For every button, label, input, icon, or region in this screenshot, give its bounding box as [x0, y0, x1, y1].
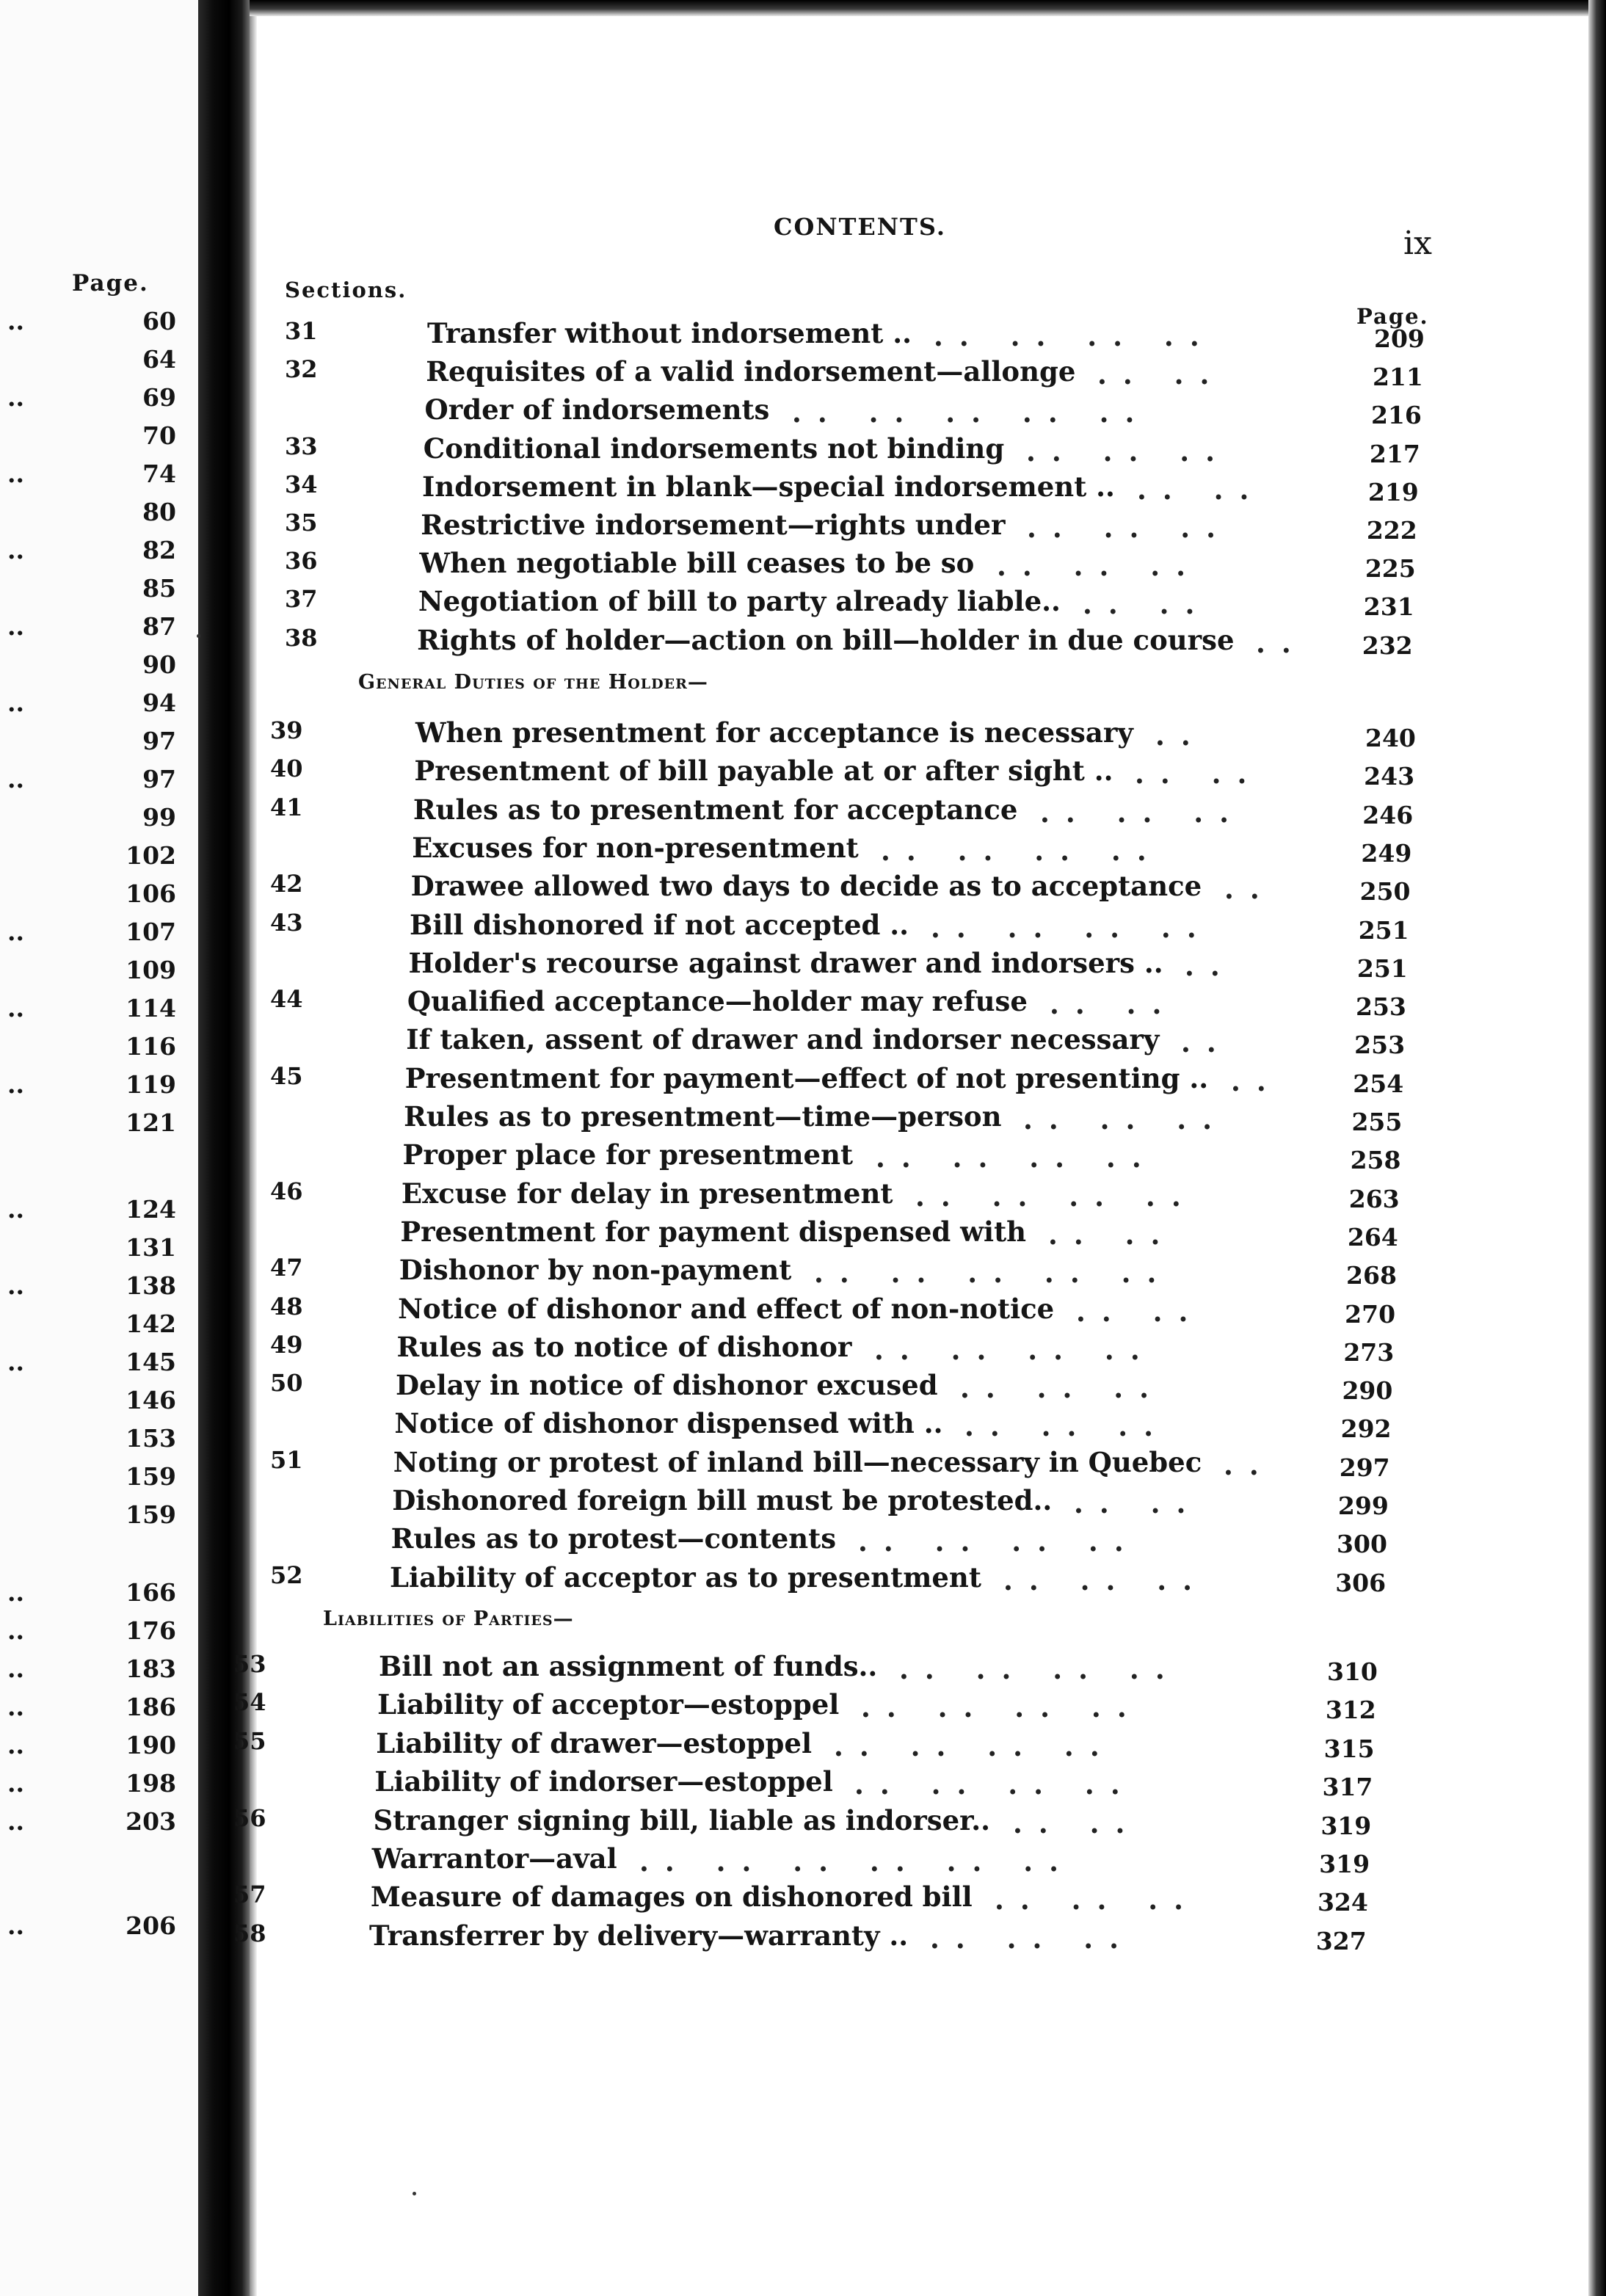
- page-number-cell: 183: [126, 1654, 176, 1683]
- dot-leader: .. ..: [1137, 473, 1265, 506]
- entry-title: Liability of indorser—estoppel: [374, 1765, 833, 1798]
- entry-page-number: 273: [1343, 1337, 1395, 1367]
- toc-entry: [0, 947, 1468, 984]
- entry-title: Indorsement in blank—special indorsement ..: [422, 470, 1115, 503]
- section-number: 56: [233, 1803, 266, 1832]
- page-number-cell: 186: [126, 1693, 176, 1721]
- entry-title: Restrictive indorsement—rights under: [421, 509, 1006, 541]
- dot-leader: .. .. .. .. ..: [814, 1257, 1173, 1290]
- dot-leader: .. .. .. ..: [861, 1691, 1143, 1724]
- entry-page-number: 319: [1320, 1811, 1372, 1840]
- dot-leader: ..: [7, 1070, 24, 1099]
- page-number-cell: 206: [126, 1911, 176, 1940]
- page-number-cell: 119: [126, 1070, 176, 1099]
- dot-leader: ..: [1224, 1448, 1275, 1481]
- page-number-cell: 159: [126, 1500, 176, 1529]
- entry-page-number: 219: [1367, 477, 1419, 506]
- page-number-cell: 145: [126, 1348, 176, 1376]
- toc-entry: [0, 1522, 1468, 1559]
- page-number-cell: 109: [126, 956, 176, 984]
- section-number: 46: [270, 1177, 303, 1205]
- toc-entry: [0, 985, 1468, 1022]
- entry-page-number: 232: [1362, 631, 1413, 660]
- dot-leader: .. .. ..: [997, 550, 1202, 583]
- dot-leader: .. .. .. ..: [899, 1653, 1181, 1685]
- dot-leader: ..: [7, 1195, 24, 1224]
- dot-leader: ..: [1224, 873, 1276, 906]
- page-number-cell: 97: [142, 765, 176, 793]
- entry-page-number: 243: [1364, 762, 1415, 791]
- dot-leader: ..: [1185, 949, 1236, 982]
- entry-title: Liability of acceptor as to presentment: [390, 1561, 981, 1594]
- section-number: 57: [233, 1881, 266, 1909]
- entry-title: When presentment for acceptance is necessary: [415, 716, 1133, 749]
- dot-leader: .. .. .. ..: [931, 911, 1213, 944]
- entry-page-number: 299: [1337, 1492, 1389, 1520]
- page-top-edge: [250, 0, 1606, 16]
- page-number-cell: 121: [126, 1108, 176, 1137]
- dot-leader: .. .. .. .. .. ..: [639, 1845, 1075, 1878]
- entry-title: Holder's recourse against drawer and indorsers ..: [408, 946, 1163, 979]
- entry-title: Order of indorsements: [424, 393, 770, 426]
- page-number-cell: 153: [126, 1424, 176, 1453]
- dot-leader: ..: [7, 1271, 24, 1300]
- entry-title: Dishonor by non-payment: [399, 1254, 792, 1287]
- page-number-cell: 190: [126, 1731, 176, 1759]
- entry-page-number: 209: [1374, 324, 1425, 353]
- page-number-cell: 85: [142, 574, 176, 603]
- scan-speck: [413, 2192, 416, 2195]
- toc-entry: [0, 755, 1468, 791]
- page-number-cell: 138: [126, 1271, 176, 1300]
- dot-leader: .. .. .. ..: [858, 1525, 1140, 1558]
- page-number-cell: 106: [126, 879, 176, 908]
- dot-leader: .. ..: [1050, 988, 1178, 1021]
- page-number-cell: 60: [142, 307, 176, 335]
- dot-leader: ..: [1256, 626, 1307, 659]
- dot-leader: .. ..: [1097, 358, 1226, 391]
- section-number: 44: [270, 985, 303, 1014]
- entry-title: Notice of dishonor dispensed with ..: [394, 1407, 943, 1440]
- section-number: 45: [270, 1061, 303, 1090]
- toc-entry: [0, 793, 1468, 830]
- entry-page-number: 217: [1369, 439, 1420, 468]
- entry-page-number: 317: [1322, 1773, 1373, 1802]
- section-number: 32: [285, 355, 318, 384]
- toc-entry: [0, 1919, 1468, 1956]
- page-title: CONTENTS.: [774, 213, 946, 241]
- toc-entry: [0, 393, 1468, 430]
- dot-leader: .. .. .. ..: [874, 1333, 1156, 1366]
- entry-page-number: 222: [1366, 516, 1417, 545]
- page-number-cell: 107: [126, 918, 176, 946]
- section-group-heading: [358, 671, 708, 694]
- page-number-cell: 159: [126, 1462, 176, 1491]
- section-number: 51: [270, 1445, 303, 1474]
- toc-entry: [0, 870, 1468, 907]
- entry-title: If taken, assent of drawer and indorser necessary: [406, 1023, 1160, 1056]
- page-column-header: Page.: [1356, 304, 1429, 329]
- entry-page-number: 250: [1359, 877, 1411, 907]
- entry-page-number: 249: [1361, 838, 1412, 868]
- entry-page-number: 327: [1315, 1926, 1367, 1955]
- dot-leader: .. ..: [1135, 758, 1263, 791]
- dot-leader: ..: [7, 1807, 24, 1836]
- entry-title: Presentment for payment dispensed with: [400, 1215, 1027, 1248]
- entry-title: Requisites of a valid indorsement—allonge: [426, 355, 1076, 388]
- toc-entry: [0, 1100, 1468, 1137]
- toc-entry: [0, 1369, 1468, 1406]
- dot-leader: .. ..: [1074, 1487, 1202, 1519]
- section-number: 42: [270, 870, 303, 898]
- toc-entry: [0, 471, 1468, 507]
- entry-title: Delay in notice of dishonor excused: [395, 1369, 938, 1402]
- entry-page-number: 246: [1362, 800, 1414, 829]
- toc-entry: [0, 1446, 1468, 1483]
- entry-page-number: 297: [1339, 1453, 1390, 1482]
- toc-entry: [0, 832, 1468, 868]
- page-number-cell: 114: [126, 994, 176, 1022]
- section-number: 31: [285, 317, 318, 345]
- dot-leader: ..: [7, 383, 24, 412]
- entry-page-number: 254: [1353, 1069, 1404, 1098]
- page-number-cell: 97: [142, 727, 176, 755]
- section-group-heading: [323, 1607, 574, 1630]
- section-number: 55: [233, 1726, 266, 1755]
- group-heading-text: Liabilities of Parties—: [323, 1607, 574, 1630]
- toc-entry: [0, 317, 1468, 354]
- entry-page-number: 312: [1325, 1696, 1376, 1725]
- section-number: 43: [270, 908, 303, 937]
- section-number: 38: [285, 623, 318, 652]
- entry-page-number: 225: [1365, 554, 1416, 584]
- dot-leader: ..: [7, 765, 24, 793]
- page-number-cell: 69: [142, 383, 176, 412]
- entry-title: Noting or protest of inland bill—necessary in Quebec: [393, 1445, 1202, 1478]
- entry-title: Warrantor—aval: [371, 1842, 617, 1875]
- entry-title: When negotiable bill ceases to be so: [419, 547, 975, 580]
- entry-title: Qualified acceptance—holder may refuse: [407, 985, 1028, 1018]
- dot-leader: .. .. ..: [1027, 512, 1232, 544]
- scan-speck: [197, 634, 200, 638]
- entry-page-number: 268: [1346, 1261, 1397, 1290]
- page-number-cell: 94: [142, 689, 176, 717]
- entry-title: Bill dishonored if not accepted ..: [410, 908, 909, 941]
- toc-entry: [0, 1765, 1468, 1802]
- entry-title: Transferrer by delivery—warranty ..: [368, 1919, 909, 1952]
- dot-leader: .. .. .. ..: [834, 1729, 1116, 1762]
- dot-leader: .. .. ..: [930, 1922, 1136, 1955]
- dot-leader: ..: [7, 689, 24, 717]
- entry-page-number: 231: [1363, 592, 1414, 622]
- dot-leader: .. .. ..: [1040, 796, 1246, 829]
- page-number-cell: 87: [142, 612, 176, 641]
- dot-leader: .. .. ..: [995, 1883, 1200, 1917]
- dot-leader: .. ..: [1083, 588, 1211, 621]
- section-number: 48: [270, 1292, 303, 1320]
- dot-leader: ..: [7, 1578, 24, 1607]
- dot-leader: .. .. ..: [1023, 1103, 1229, 1136]
- dot-leader: .. ..: [1076, 1295, 1204, 1328]
- group-heading-text: General Duties of the Holder—: [358, 671, 708, 694]
- page-number-cell: 102: [126, 841, 176, 870]
- entry-page-number: 315: [1323, 1734, 1375, 1763]
- section-number: 53: [233, 1650, 266, 1678]
- dot-leader: .. .. .. ..: [881, 834, 1163, 867]
- page-number-cell: 203: [126, 1807, 176, 1836]
- page-number-cell: 70: [142, 421, 176, 450]
- dot-leader: ..: [7, 1616, 24, 1645]
- entry-title: Rules as to presentment for acceptance: [413, 793, 1018, 826]
- entry-page-number: 319: [1319, 1850, 1370, 1878]
- entry-title: Notice of dishonor and effect of non-notice: [398, 1292, 1055, 1325]
- dot-leader: ..: [7, 307, 24, 335]
- dot-leader: ..: [1181, 1026, 1232, 1059]
- entry-title: Measure of damages on dishonored bill: [370, 1881, 973, 1914]
- dot-leader: ..: [7, 1911, 24, 1940]
- page-number-cell: 90: [142, 650, 176, 679]
- toc-entry: [0, 1881, 1468, 1917]
- entry-title: Excuse for delay in presentment: [401, 1177, 893, 1210]
- entry-title: Rules as to presentment—time—person: [404, 1100, 1002, 1133]
- entry-page-number: 300: [1337, 1530, 1387, 1559]
- page-number: ix: [1403, 225, 1432, 262]
- entry-page-number: 292: [1340, 1414, 1392, 1444]
- entry-page-number: 255: [1351, 1108, 1403, 1136]
- toc-entry: [0, 547, 1468, 584]
- toc-entry: [0, 355, 1468, 392]
- entry-title: Rules as to notice of dishonor: [396, 1330, 852, 1363]
- page-number-cell: 146: [126, 1386, 176, 1414]
- page-number-cell: 74: [142, 459, 176, 488]
- page-number-cell: 166: [126, 1578, 176, 1607]
- section-number: 41: [270, 793, 303, 821]
- page-number-cell: 80: [142, 498, 176, 526]
- section-number: 50: [270, 1369, 303, 1398]
- dot-leader: ..: [7, 994, 24, 1022]
- page-number-cell: 99: [142, 803, 176, 832]
- entry-page-number: 270: [1345, 1299, 1396, 1329]
- page-number-cell: 131: [126, 1233, 176, 1262]
- entry-title: Liability of acceptor—estoppel: [377, 1688, 840, 1721]
- dot-leader: .. .. ..: [964, 1410, 1170, 1443]
- toc-entry: [0, 1023, 1468, 1060]
- dot-leader: ..: [7, 1654, 24, 1683]
- dot-leader: .. .. ..: [960, 1372, 1166, 1405]
- section-number: 36: [285, 547, 318, 575]
- toc-entry: [0, 624, 1468, 661]
- section-number: 52: [270, 1561, 303, 1589]
- section-number: 49: [270, 1330, 303, 1359]
- toc-entry: [0, 509, 1468, 545]
- dot-leader: ..: [7, 1693, 24, 1721]
- entry-page-number: 251: [1358, 915, 1409, 945]
- page-number-cell: 124: [126, 1195, 176, 1224]
- toc-entry: [0, 432, 1468, 469]
- toc-entry: [0, 1254, 1468, 1290]
- toc-entry: [0, 1177, 1468, 1214]
- page-number-cell: 198: [126, 1769, 176, 1798]
- section-number: 33: [285, 432, 318, 460]
- entry-page-number: 211: [1372, 363, 1423, 392]
- entry-page-number: 253: [1354, 1031, 1406, 1060]
- sections-column-header: Sections.: [285, 277, 407, 302]
- entry-page-number: 216: [1370, 401, 1422, 430]
- entry-page-number: 263: [1348, 1184, 1400, 1213]
- dot-leader: .. ..: [1013, 1806, 1141, 1839]
- entry-title: Dishonored foreign bill must be protested..: [392, 1484, 1053, 1516]
- entry-page-number: 264: [1347, 1222, 1398, 1251]
- entry-page-number: 290: [1342, 1376, 1393, 1406]
- dot-leader: ..: [7, 1348, 24, 1376]
- entry-page-number: 240: [1365, 724, 1416, 752]
- toc-entry: [0, 1727, 1468, 1764]
- toc-entry: [0, 1062, 1468, 1099]
- page-number-cell: 64: [142, 345, 176, 374]
- entry-title: Stranger signing bill, liable as indorser..: [373, 1803, 991, 1837]
- entry-title: Excuses for non-presentment: [412, 831, 859, 864]
- dot-leader: .. .. .. ..: [915, 1180, 1197, 1213]
- section-number: 34: [285, 470, 318, 498]
- toc-entry: [0, 585, 1468, 622]
- dot-leader: .. .. ..: [1026, 435, 1232, 468]
- toc-entry: [0, 1804, 1468, 1841]
- toc-entry: [0, 1216, 1468, 1252]
- toc-entry: [0, 1561, 1468, 1598]
- toc-entry: [0, 1407, 1468, 1444]
- toc-entry: [0, 1293, 1468, 1329]
- toc-entry: [0, 1138, 1468, 1175]
- dot-leader: ..: [7, 1731, 24, 1759]
- entry-page-number: 251: [1356, 953, 1408, 983]
- entry-page-number: 310: [1327, 1657, 1378, 1686]
- entry-title: Conditional indorsements not binding: [423, 432, 1005, 465]
- section-number: 58: [233, 1919, 266, 1947]
- section-number: 40: [270, 755, 303, 783]
- dot-leader: ..: [1231, 1064, 1282, 1097]
- dot-leader: .. .. .. ..: [854, 1768, 1136, 1801]
- dot-leader: .. .. .. ..: [934, 320, 1216, 352]
- entry-title: Transfer without indorsement ..: [427, 317, 912, 349]
- dot-leader: ..: [1155, 719, 1207, 752]
- entry-title: Drawee allowed two days to decide as to acceptance: [410, 870, 1202, 903]
- left-page-row: [0, 1616, 191, 1653]
- entry-title: Bill not an assignment of funds..: [379, 1650, 878, 1682]
- entry-page-number: 324: [1317, 1888, 1368, 1917]
- page-number-cell: 176: [126, 1616, 176, 1645]
- toc-entry: [0, 716, 1468, 753]
- dot-leader: ..: [7, 918, 24, 946]
- entry-title: Negotiation of bill to party already liable..: [418, 585, 1061, 618]
- section-number: 39: [270, 716, 303, 744]
- dot-leader: .. ..: [1048, 1218, 1177, 1251]
- toc-entry: [0, 909, 1468, 945]
- entry-title: Presentment for payment—effect of not presenting ..: [404, 1061, 1209, 1094]
- section-number: 35: [285, 509, 318, 537]
- entry-title: Rules as to protest—contents: [390, 1522, 837, 1555]
- entry-title: Rights of holder—action on bill—holder in due course: [417, 623, 1235, 656]
- dot-leader: .. .. .. ..: [876, 1141, 1158, 1174]
- toc-entry: [0, 1484, 1468, 1521]
- section-number: 54: [233, 1688, 266, 1717]
- toc-entry: [0, 1331, 1468, 1367]
- dot-leader: .. .. .. .. ..: [792, 396, 1151, 429]
- left-page-column-header: Page.: [72, 270, 149, 297]
- entry-page-number: 258: [1350, 1146, 1401, 1175]
- page-right-edge: [1588, 0, 1606, 2296]
- page-number-cell: 142: [126, 1309, 176, 1338]
- section-number: 47: [270, 1254, 303, 1282]
- entry-page-number: 306: [1335, 1568, 1387, 1597]
- page-number-cell: 82: [142, 536, 176, 564]
- entry-page-number: 253: [1356, 992, 1406, 1022]
- entry-title: Proper place for presentment: [402, 1138, 854, 1171]
- dot-leader: ..: [7, 459, 24, 488]
- toc-entry: [0, 1650, 1468, 1687]
- section-number: 37: [285, 585, 318, 614]
- dot-leader: ..: [7, 536, 24, 564]
- dot-leader: ..: [7, 612, 24, 641]
- dot-leader: .. .. ..: [1003, 1563, 1209, 1596]
- page-number-cell: 116: [126, 1032, 176, 1061]
- entry-title: Presentment of bill payable at or after sight ..: [414, 755, 1113, 788]
- dot-leader: ..: [7, 1769, 24, 1798]
- toc-entry: [0, 1842, 1468, 1879]
- entry-title: Liability of drawer—estoppel: [376, 1726, 812, 1759]
- toc-entry: [0, 1688, 1468, 1725]
